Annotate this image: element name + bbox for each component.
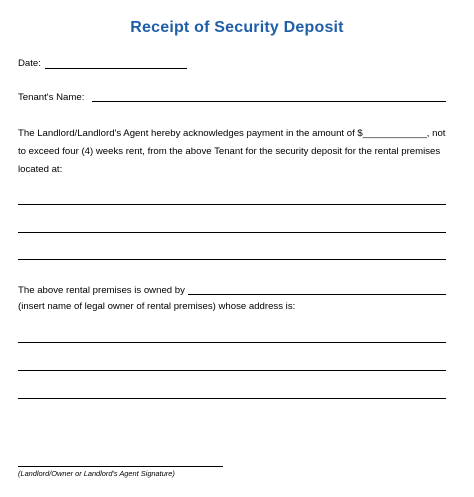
owner-address-line-1[interactable] xyxy=(18,342,446,343)
tenant-name-label: Tenant's Name: xyxy=(18,92,85,103)
document-title: Receipt of Security Deposit xyxy=(130,19,344,36)
owner-name-field-line[interactable] xyxy=(188,294,446,295)
paragraph-line-1: The Landlord/Landlord's Agent hereby acknowledges payment in the amount of $____________, not xyxy=(18,128,446,139)
paragraph-line-2: to exceed four (4) weeks rent, from the above Tenant for the security deposit for the rental premises xyxy=(18,146,441,157)
paragraph-line-3: located at: xyxy=(18,164,63,175)
signature-field-line[interactable] xyxy=(18,466,223,467)
owner-address-line-3[interactable] xyxy=(18,398,446,399)
address-line-3[interactable] xyxy=(18,259,446,260)
address-line-2[interactable] xyxy=(18,232,446,233)
owner-hint-text: (insert name of legal owner of rental premises) whose address is: xyxy=(18,301,296,312)
signature-label: (Landlord/Owner or Landlord's Agent Signature) xyxy=(18,469,175,478)
address-line-1[interactable] xyxy=(18,204,446,205)
tenant-name-field-line[interactable] xyxy=(92,101,446,102)
date-label: Date: xyxy=(18,58,41,69)
owned-by-label: The above rental premises is owned by xyxy=(18,285,185,296)
date-field-line[interactable] xyxy=(45,68,187,69)
owner-address-line-2[interactable] xyxy=(18,370,446,371)
